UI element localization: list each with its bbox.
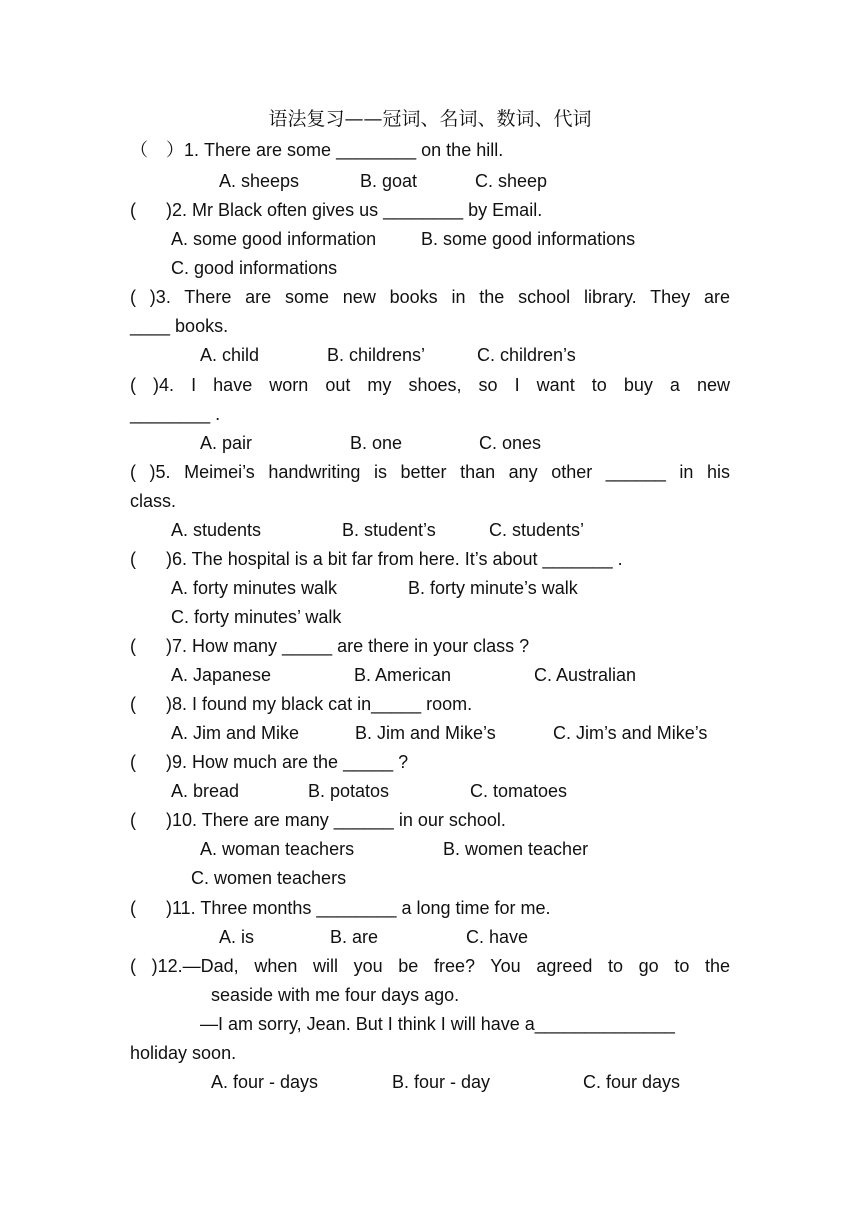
question-12-stem-line-3: —I am sorry, Jean. But I think I will have a______________	[200, 1014, 675, 1034]
question-5-option-c: C. students’	[489, 520, 585, 540]
question-11-option-a: A. is	[219, 927, 255, 947]
question-12-stem-line-4: holiday soon.	[130, 1043, 237, 1063]
question-7-option-a: A. Japanese	[171, 665, 272, 685]
question-10-option-a: A. woman teachers	[200, 839, 355, 859]
question-4-option-b: B. one	[350, 433, 403, 453]
question-10-option-b: B. women teacher	[443, 839, 589, 859]
question-1-stem: （ ）1. There are some ________ on the hill.	[130, 140, 504, 160]
question-10-option-c: C. women teachers	[191, 868, 347, 888]
question-5-option-a: A. students	[171, 520, 262, 540]
question-12-stem-line-2: seaside with me four days ago.	[211, 985, 460, 1005]
question-3-option-c: C. children’s	[477, 345, 576, 365]
question-2-option-c: C. good informations	[171, 258, 338, 278]
question-3-stem-line-1: ( )3. There are some new books in the school library. They are	[130, 287, 730, 307]
question-8-option-c: C. Jim’s and Mike’s	[553, 723, 708, 743]
question-10-stem: ( )10. There are many ______ in our school.	[130, 810, 506, 830]
question-2-option-b: B. some good informations	[421, 229, 636, 249]
question-11-option-b: B. are	[330, 927, 379, 947]
question-7-option-c: C. Australian	[534, 665, 637, 685]
worksheet-title: 语法复习——冠词、名词、数词、代词	[268, 108, 592, 130]
question-6-option-c: C. forty minutes’ walk	[171, 607, 342, 627]
question-11-stem: ( )11. Three months ________ a long time for me.	[130, 898, 551, 918]
question-5-option-b: B. student’s	[342, 520, 436, 540]
question-9-option-b: B. potatos	[308, 781, 390, 801]
question-3-option-b: B. childrens’	[327, 345, 426, 365]
question-12-option-c: C. four days	[583, 1072, 681, 1092]
question-8-option-b: B. Jim and Mike’s	[355, 723, 496, 743]
question-4-stem-line-1: ( )4. I have worn out my shoes, so I want to buy a new	[130, 375, 730, 395]
question-2-option-a: A. some good information	[171, 229, 377, 249]
question-2-stem: ( )2. Mr Black often gives us ________ by Email.	[130, 200, 543, 220]
question-7-stem: ( )7. How many _____ are there in your class ?	[130, 636, 530, 656]
question-4-option-c: C. ones	[479, 433, 542, 453]
question-12-stem-line-1: ( )12.—Dad, when will you be free? You agreed to go to the	[130, 956, 730, 976]
question-7-option-b: B. American	[354, 665, 452, 685]
question-1-option-b: B. goat	[360, 171, 418, 191]
question-1-option-c: C. sheep	[475, 171, 548, 191]
question-9-stem: ( )9. How much are the _____ ?	[130, 752, 409, 772]
question-5-stem-line-2: class.	[130, 491, 177, 511]
question-6-option-a: A. forty minutes walk	[171, 578, 338, 598]
question-3-stem-line-2: ____ books.	[130, 316, 229, 336]
question-9-option-a: A. bread	[171, 781, 240, 801]
question-4-option-a: A. pair	[200, 433, 253, 453]
question-1-option-a: A. sheeps	[219, 171, 300, 191]
question-6-stem: ( )6. The hospital is a bit far from here. It’s about _______ .	[130, 549, 623, 569]
question-11-option-c: C. have	[466, 927, 529, 947]
question-12-option-b: B. four - day	[392, 1072, 491, 1092]
question-8-stem: ( )8. I found my black cat in_____ room.	[130, 694, 473, 714]
question-6-option-b: B. forty minute’s walk	[408, 578, 578, 598]
question-5-stem-line-1: ( )5. Meimei’s handwriting is better than any other ______ in his	[130, 462, 730, 482]
question-9-option-c: C. tomatoes	[470, 781, 568, 801]
question-8-option-a: A. Jim and Mike	[171, 723, 300, 743]
question-3-option-a: A. child	[200, 345, 260, 365]
question-4-stem-line-2: ________ .	[130, 404, 221, 424]
question-12-option-a: A. four - days	[211, 1072, 319, 1092]
